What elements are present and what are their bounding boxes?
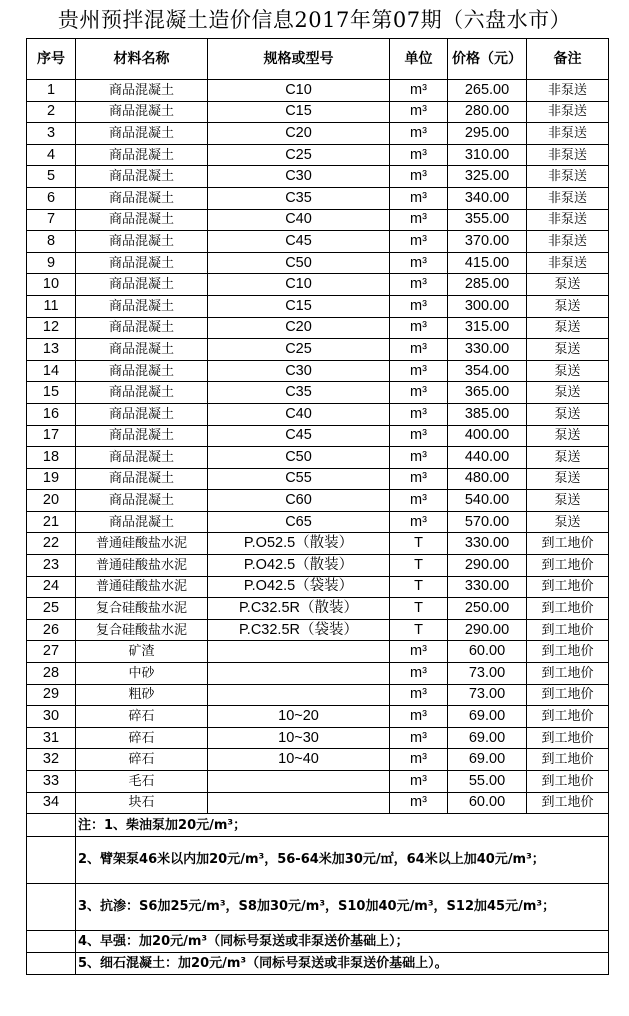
cell-note: 非泵送	[527, 209, 609, 231]
cell-price: 385.00	[448, 403, 527, 425]
table-row	[27, 706, 609, 728]
cell-price: 285.00	[448, 274, 527, 296]
cell-no: 23	[27, 555, 76, 577]
cell-spec: C25	[208, 144, 390, 166]
header-cell-name: 材料名称	[76, 39, 208, 80]
note-text: 2、臂架泵46米以内加20元/m³，56-64米加30元/㎡，64米以上加40元/m³；	[76, 837, 609, 884]
cell-no: 34	[27, 792, 76, 814]
cell-price: 60.00	[448, 792, 527, 814]
cell-spec: C50	[208, 447, 390, 469]
cell-note: 泵送	[527, 317, 609, 339]
cell-unit: m³	[390, 425, 448, 447]
cell-spec: 10~20	[208, 706, 390, 728]
cell-no: 2	[27, 101, 76, 123]
note-row	[27, 884, 609, 931]
cell-name: 商品混凝土	[76, 490, 208, 512]
cell-spec: C55	[208, 468, 390, 490]
cell-price: 480.00	[448, 468, 527, 490]
cell-name: 矿渣	[76, 641, 208, 663]
cell-no: 11	[27, 295, 76, 317]
cell-spec: C50	[208, 252, 390, 274]
table-row	[27, 490, 609, 512]
cell-unit: m³	[390, 166, 448, 188]
cell-note: 到工地价	[527, 641, 609, 663]
cell-spec: C35	[208, 187, 390, 209]
cell-name: 商品混凝土	[76, 123, 208, 145]
cell-note: 到工地价	[527, 598, 609, 620]
cell-price: 69.00	[448, 727, 527, 749]
cell-no: 32	[27, 749, 76, 771]
cell-name: 商品混凝土	[76, 339, 208, 361]
table-row	[27, 144, 609, 166]
cell-note: 泵送	[527, 274, 609, 296]
cell-name: 商品混凝土	[76, 317, 208, 339]
cell-no: 17	[27, 425, 76, 447]
note-row	[27, 953, 609, 975]
cell-no: 22	[27, 533, 76, 555]
table-row	[27, 684, 609, 706]
table-row	[27, 231, 609, 253]
cell-unit: m³	[390, 144, 448, 166]
table-row	[27, 80, 609, 102]
cell-unit: m³	[390, 771, 448, 793]
cell-price: 325.00	[448, 166, 527, 188]
cell-spec: C65	[208, 511, 390, 533]
table-row	[27, 792, 609, 814]
cell-name: 复合硅酸盐水泥	[76, 598, 208, 620]
cell-no: 13	[27, 339, 76, 361]
cell-unit: m³	[390, 490, 448, 512]
cell-unit: m³	[390, 511, 448, 533]
cell-price: 250.00	[448, 598, 527, 620]
cell-spec: P.O52.5（散装）	[208, 533, 390, 555]
cell-name: 普通硅酸盐水泥	[76, 576, 208, 598]
cell-no: 15	[27, 382, 76, 404]
table-row	[27, 295, 609, 317]
cell-price: 355.00	[448, 209, 527, 231]
cell-note: 泵送	[527, 468, 609, 490]
cell-name: 中砂	[76, 663, 208, 685]
cell-no: 7	[27, 209, 76, 231]
cell-note: 泵送	[527, 360, 609, 382]
cell-note: 泵送	[527, 425, 609, 447]
cell-note: 到工地价	[527, 555, 609, 577]
cell-price: 440.00	[448, 447, 527, 469]
cell-note: 非泵送	[527, 101, 609, 123]
table-row	[27, 403, 609, 425]
table-row	[27, 382, 609, 404]
cell-no: 8	[27, 231, 76, 253]
table-row	[27, 533, 609, 555]
cell-price: 290.00	[448, 555, 527, 577]
cell-no: 28	[27, 663, 76, 685]
cell-unit: m³	[390, 360, 448, 382]
cell-price: 400.00	[448, 425, 527, 447]
cell-unit: m³	[390, 792, 448, 814]
table-row	[27, 468, 609, 490]
cell-unit: m³	[390, 80, 448, 102]
cell-no: 30	[27, 706, 76, 728]
cell-no: 10	[27, 274, 76, 296]
cell-price: 60.00	[448, 641, 527, 663]
cell-no: 5	[27, 166, 76, 188]
cell-spec: C45	[208, 231, 390, 253]
cell-price: 265.00	[448, 80, 527, 102]
cell-unit: m³	[390, 382, 448, 404]
cell-unit: T	[390, 555, 448, 577]
cell-spec: P.C32.5R（散装）	[208, 598, 390, 620]
note-blank-cell	[27, 884, 76, 931]
cell-price: 315.00	[448, 317, 527, 339]
cell-spec	[208, 771, 390, 793]
cell-spec: P.O42.5（袋装）	[208, 576, 390, 598]
table-row	[27, 101, 609, 123]
table-row	[27, 619, 609, 641]
price-table	[26, 38, 609, 975]
cell-no: 31	[27, 727, 76, 749]
table-row	[27, 123, 609, 145]
cell-price: 370.00	[448, 231, 527, 253]
cell-name: 商品混凝土	[76, 144, 208, 166]
cell-name: 商品混凝土	[76, 360, 208, 382]
table-row	[27, 274, 609, 296]
table-row	[27, 771, 609, 793]
cell-unit: m³	[390, 641, 448, 663]
cell-name: 粗砂	[76, 684, 208, 706]
cell-unit: m³	[390, 231, 448, 253]
cell-note: 到工地价	[527, 792, 609, 814]
cell-price: 330.00	[448, 576, 527, 598]
note-blank-cell	[27, 837, 76, 884]
cell-note: 泵送	[527, 511, 609, 533]
cell-note: 泵送	[527, 403, 609, 425]
cell-no: 27	[27, 641, 76, 663]
cell-unit: m³	[390, 274, 448, 296]
cell-no: 24	[27, 576, 76, 598]
cell-spec: C15	[208, 101, 390, 123]
cell-price: 415.00	[448, 252, 527, 274]
table-row	[27, 317, 609, 339]
cell-note: 泵送	[527, 339, 609, 361]
cell-unit: m³	[390, 187, 448, 209]
table-row	[27, 511, 609, 533]
cell-note: 泵送	[527, 490, 609, 512]
cell-name: 商品混凝土	[76, 295, 208, 317]
cell-price: 69.00	[448, 749, 527, 771]
header-cell-note: 备注	[527, 39, 609, 80]
table-row	[27, 339, 609, 361]
cell-note: 到工地价	[527, 771, 609, 793]
note-text: 3、抗渗：S6加25元/m³，S8加30元/m³，S10加40元/m³，S12加45元/m³；	[76, 884, 609, 931]
cell-unit: m³	[390, 749, 448, 771]
cell-note: 到工地价	[527, 706, 609, 728]
cell-note: 泵送	[527, 295, 609, 317]
cell-no: 12	[27, 317, 76, 339]
cell-note: 到工地价	[527, 533, 609, 555]
cell-unit: m³	[390, 295, 448, 317]
cell-name: 块石	[76, 792, 208, 814]
cell-no: 9	[27, 252, 76, 274]
cell-no: 18	[27, 447, 76, 469]
header-cell-price: 价格（元）	[448, 39, 527, 80]
table-row	[27, 252, 609, 274]
cell-name: 普通硅酸盐水泥	[76, 555, 208, 577]
cell-spec: C20	[208, 123, 390, 145]
cell-unit: T	[390, 576, 448, 598]
cell-spec: C60	[208, 490, 390, 512]
cell-price: 365.00	[448, 382, 527, 404]
cell-note: 非泵送	[527, 80, 609, 102]
table-row	[27, 576, 609, 598]
cell-no: 3	[27, 123, 76, 145]
cell-no: 19	[27, 468, 76, 490]
cell-spec: C40	[208, 403, 390, 425]
cell-unit: m³	[390, 706, 448, 728]
cell-price: 300.00	[448, 295, 527, 317]
table-row	[27, 187, 609, 209]
table-row	[27, 555, 609, 577]
cell-note: 非泵送	[527, 187, 609, 209]
cell-unit: m³	[390, 317, 448, 339]
cell-no: 20	[27, 490, 76, 512]
cell-note: 到工地价	[527, 663, 609, 685]
cell-unit: m³	[390, 209, 448, 231]
cell-name: 商品混凝土	[76, 252, 208, 274]
cell-no: 4	[27, 144, 76, 166]
cell-no: 26	[27, 619, 76, 641]
cell-name: 商品混凝土	[76, 231, 208, 253]
cell-name: 毛石	[76, 771, 208, 793]
cell-unit: m³	[390, 339, 448, 361]
cell-no: 33	[27, 771, 76, 793]
cell-price: 55.00	[448, 771, 527, 793]
note-blank-cell	[27, 814, 76, 837]
cell-note: 到工地价	[527, 749, 609, 771]
cell-unit: m³	[390, 447, 448, 469]
cell-note: 泵送	[527, 382, 609, 404]
cell-note: 非泵送	[527, 231, 609, 253]
cell-price: 295.00	[448, 123, 527, 145]
cell-no: 14	[27, 360, 76, 382]
cell-unit: T	[390, 619, 448, 641]
cell-unit: m³	[390, 403, 448, 425]
cell-spec: 10~30	[208, 727, 390, 749]
cell-price: 570.00	[448, 511, 527, 533]
cell-price: 73.00	[448, 684, 527, 706]
cell-spec: C40	[208, 209, 390, 231]
cell-name: 碎石	[76, 727, 208, 749]
cell-spec: C20	[208, 317, 390, 339]
cell-note: 到工地价	[527, 619, 609, 641]
cell-unit: m³	[390, 727, 448, 749]
cell-spec: C30	[208, 166, 390, 188]
cell-note: 泵送	[527, 447, 609, 469]
cell-spec	[208, 792, 390, 814]
table-row	[27, 641, 609, 663]
cell-unit: m³	[390, 101, 448, 123]
cell-spec	[208, 641, 390, 663]
note-row	[27, 814, 609, 837]
table-row	[27, 447, 609, 469]
cell-note: 到工地价	[527, 684, 609, 706]
cell-note: 非泵送	[527, 252, 609, 274]
cell-spec: C45	[208, 425, 390, 447]
cell-no: 25	[27, 598, 76, 620]
table-header-row	[27, 39, 609, 80]
cell-spec: C30	[208, 360, 390, 382]
cell-note: 非泵送	[527, 123, 609, 145]
table-row	[27, 425, 609, 447]
table-row	[27, 727, 609, 749]
page-title: 贵州预拌混凝土造价信息2017年第07期（六盘水市）	[57, 8, 572, 32]
cell-price: 310.00	[448, 144, 527, 166]
header-cell-no: 序号	[27, 39, 76, 80]
table-row	[27, 749, 609, 771]
header-cell-unit: 单位	[390, 39, 448, 80]
table-row	[27, 209, 609, 231]
cell-unit: T	[390, 533, 448, 555]
cell-unit: m³	[390, 684, 448, 706]
cell-spec: 10~40	[208, 749, 390, 771]
cell-price: 330.00	[448, 339, 527, 361]
table-row	[27, 166, 609, 188]
cell-name: 商品混凝土	[76, 187, 208, 209]
cell-name: 复合硅酸盐水泥	[76, 619, 208, 641]
cell-no: 16	[27, 403, 76, 425]
cell-name: 商品混凝土	[76, 166, 208, 188]
header-cell-spec: 规格或型号	[208, 39, 390, 80]
cell-name: 商品混凝土	[76, 101, 208, 123]
table-row	[27, 663, 609, 685]
cell-name: 商品混凝土	[76, 468, 208, 490]
note-blank-cell	[27, 931, 76, 953]
cell-spec: P.C32.5R（袋装）	[208, 619, 390, 641]
cell-note: 非泵送	[527, 166, 609, 188]
cell-note: 到工地价	[527, 727, 609, 749]
cell-spec: P.O42.5（散装）	[208, 555, 390, 577]
cell-note: 非泵送	[527, 144, 609, 166]
cell-no: 21	[27, 511, 76, 533]
cell-name: 商品混凝土	[76, 80, 208, 102]
cell-name: 商品混凝土	[76, 382, 208, 404]
note-row	[27, 837, 609, 884]
cell-spec	[208, 684, 390, 706]
cell-unit: T	[390, 598, 448, 620]
note-blank-cell	[27, 953, 76, 975]
cell-price: 340.00	[448, 187, 527, 209]
cell-no: 6	[27, 187, 76, 209]
cell-name: 普通硅酸盐水泥	[76, 533, 208, 555]
cell-unit: m³	[390, 252, 448, 274]
cell-no: 1	[27, 80, 76, 102]
cell-price: 73.00	[448, 663, 527, 685]
cell-name: 碎石	[76, 749, 208, 771]
cell-price: 540.00	[448, 490, 527, 512]
cell-spec	[208, 663, 390, 685]
cell-name: 商品混凝土	[76, 511, 208, 533]
cell-spec: C15	[208, 295, 390, 317]
cell-name: 商品混凝土	[76, 209, 208, 231]
cell-name: 商品混凝土	[76, 425, 208, 447]
cell-name: 碎石	[76, 706, 208, 728]
note-row	[27, 931, 609, 953]
cell-name: 商品混凝土	[76, 447, 208, 469]
note-text: 注：1、柴油泵加20元/m³；	[76, 814, 609, 837]
cell-unit: m³	[390, 663, 448, 685]
cell-spec: C10	[208, 80, 390, 102]
cell-price: 354.00	[448, 360, 527, 382]
cell-spec: C35	[208, 382, 390, 404]
cell-price: 290.00	[448, 619, 527, 641]
cell-price: 280.00	[448, 101, 527, 123]
note-text: 5、细石混凝土：加20元/m³（同标号泵送或非泵送价基础上）。	[76, 953, 609, 975]
cell-price: 330.00	[448, 533, 527, 555]
note-text: 4、早强：加20元/m³（同标号泵送或非泵送价基础上）；	[76, 931, 609, 953]
cell-unit: m³	[390, 468, 448, 490]
cell-name: 商品混凝土	[76, 274, 208, 296]
table-row	[27, 598, 609, 620]
cell-spec: C25	[208, 339, 390, 361]
cell-spec: C10	[208, 274, 390, 296]
cell-unit: m³	[390, 123, 448, 145]
cell-no: 29	[27, 684, 76, 706]
cell-note: 到工地价	[527, 576, 609, 598]
cell-name: 商品混凝土	[76, 403, 208, 425]
cell-price: 69.00	[448, 706, 527, 728]
table-row	[27, 360, 609, 382]
